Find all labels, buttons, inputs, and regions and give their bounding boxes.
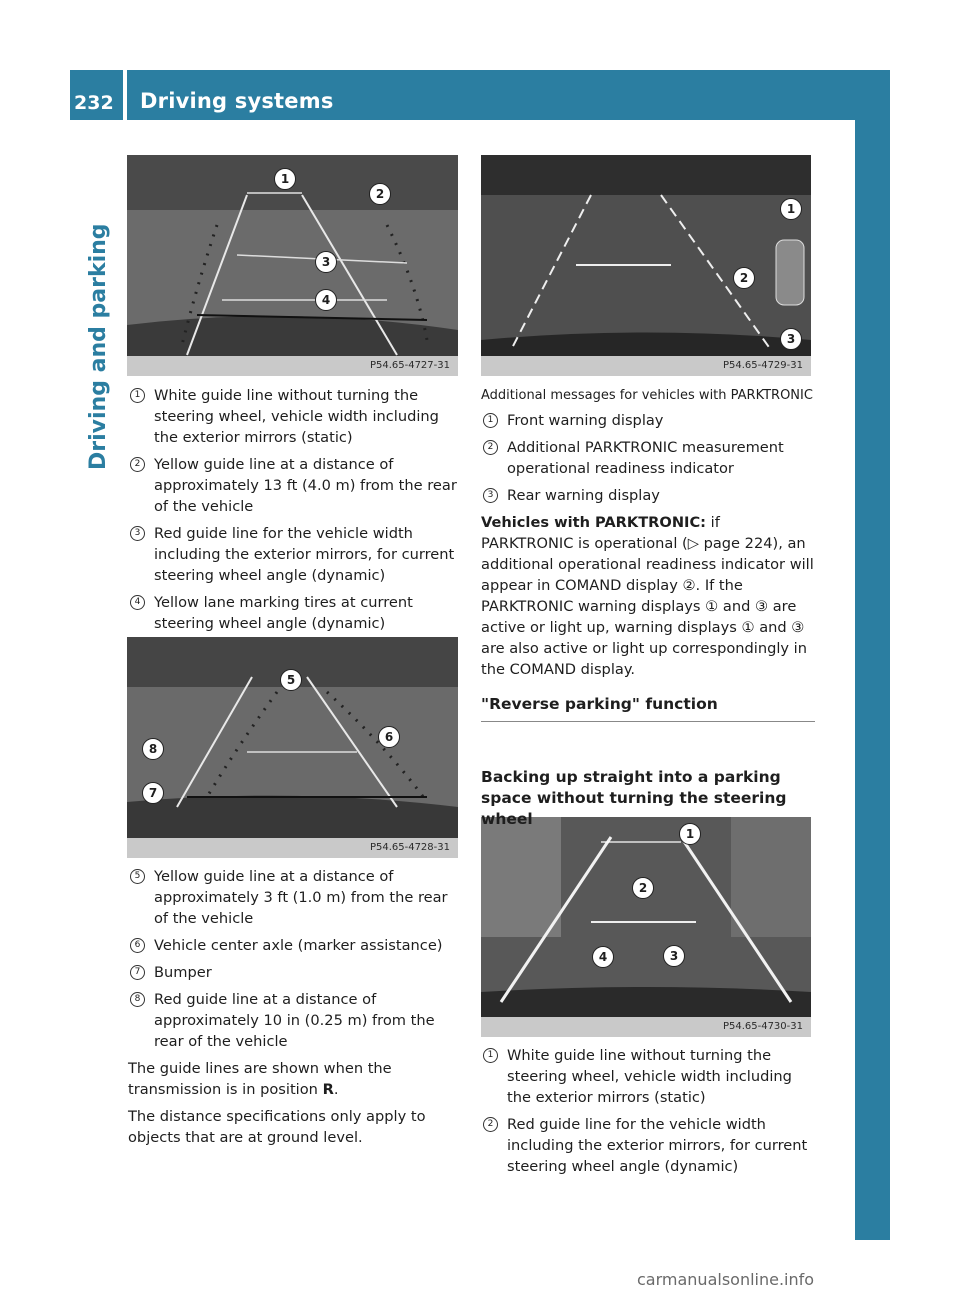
item-text: Red guide line at a distance of approximately 10 in (0.25 m) from the rear of the vehicle [154,991,435,1050]
side-tab [855,120,890,1240]
page-number: 232 [74,92,114,114]
callout-2: 2 [632,877,654,899]
item-number: 2 [130,457,145,472]
distance-paragraph: The distance specifications only apply to objects that are at ground level. [128,1108,426,1146]
item-number: 5 [130,869,145,884]
item-number: 1 [483,1048,498,1063]
camera-image-2 [481,155,811,376]
item-text: Red guide line for the vehicle width including the exterior mirrors, for current steering wheel angle (dynamic) [154,525,455,584]
item-text: Yellow lane marking tires at current steering wheel angle (dynamic) [154,594,413,632]
callout-3: 3 [663,945,685,967]
right-list-2 [481,1045,815,1183]
item-text: Red guide line for the vehicle width including the exterior mirrors, for current steering wheel angle (dynamic) [507,1116,808,1175]
list-item [128,935,462,956]
image-caption-2: P54.65-4729-31 [722,360,803,371]
item-number: 6 [130,938,145,953]
item-text: Yellow guide line at a distance of approximately 13 ft (4.0 m) from the rear of the vehicle [154,456,457,515]
callout-3: 3 [315,251,337,273]
parktronic-paragraph [481,512,815,680]
item-text: Additional PARKTRONIC measurement operational readiness indicator [507,439,784,477]
para-body: if PARKTRONIC is operational (▷ page 224), an additional operational readiness indicator will appear in COMAND display ②. If the PARKTRONIC warning displays ① and ③ are active or light up, warning displays ① and ③ are also active or light up correspondingly in the COMAND display. [481,514,814,678]
item-number: 2 [483,440,498,455]
callout-8: 8 [142,738,164,760]
callout-2: 2 [733,267,755,289]
list-item [481,485,815,506]
list-item [481,437,815,479]
para-text: The guide lines are shown when the transmission is in position [128,1060,392,1098]
item-number: 8 [130,992,145,1007]
para-bold: Vehicles with PARKTRONIC: [481,514,707,531]
item-text: Yellow guide line at a distance of approximately 3 ft (1.0 m) from the rear of the vehicle [154,868,448,927]
item-number: 1 [483,413,498,428]
camera-view-3 [127,637,458,838]
watermark: carmanualsonline.info [637,1270,815,1289]
item-number: 3 [483,488,498,503]
left-list-2 [128,866,462,1154]
gear-position: R [322,1081,334,1098]
callout-2: 2 [369,183,391,205]
callout-3: 3 [780,328,802,350]
item-number: 7 [130,965,145,980]
para-text-end: . [333,1081,339,1098]
list-item [128,592,462,634]
item-text: White guide line without turning the steering wheel, vehicle width including the exterior mirrors (static) [507,1047,792,1106]
list-item [128,962,462,983]
page-header [70,70,890,120]
side-label-text: Driving and parking [86,223,111,470]
callout-1: 1 [679,823,701,845]
callout-1: 1 [780,198,802,220]
item-number: 3 [130,526,145,541]
callout-4: 4 [592,946,614,968]
item-number: 4 [130,595,145,610]
guide-lines-paragraph [128,1058,462,1100]
list-item [128,866,462,929]
intro-text: Additional messages for vehicles with PARKTRONIC [481,388,813,403]
list-item [128,454,462,517]
image-caption-4: P54.65-4730-31 [722,1021,803,1032]
list-item [481,410,815,431]
sub-heading: Backing up straight into a parking space without turning the steering wheel [481,768,787,828]
callout-7: 7 [142,782,164,804]
header-divider [123,70,127,120]
callout-5: 5 [280,669,302,691]
item-number: 1 [130,388,145,403]
item-text: Bumper [154,964,212,981]
list-item [481,1114,815,1177]
list-item [128,523,462,586]
image-caption-1: P54.65-4727-31 [369,360,450,371]
list-item [481,1045,815,1108]
section-title: Driving systems [140,89,334,113]
left-list-1 [128,385,462,640]
camera-view-4 [481,817,811,1017]
right-column [481,388,815,722]
image-caption-3: P54.65-4728-31 [369,842,450,853]
callout-6: 6 [378,726,400,748]
camera-image-3 [127,637,458,858]
item-number: 2 [483,1117,498,1132]
camera-image-1 [127,155,458,376]
section-heading: "Reverse parking" function [481,694,815,722]
item-text: White guide line without turning the steering wheel, vehicle width including the exterior mirrors (static) [154,387,439,446]
item-text: Front warning display [507,412,664,429]
list-item [128,989,462,1052]
list-item [128,385,462,448]
item-text: Vehicle center axle (marker assistance) [154,937,443,954]
callout-1: 1 [274,168,296,190]
camera-view-2 [481,155,811,356]
callout-4: 4 [315,289,337,311]
item-text: Rear warning display [507,487,660,504]
camera-image-4 [481,817,811,1037]
